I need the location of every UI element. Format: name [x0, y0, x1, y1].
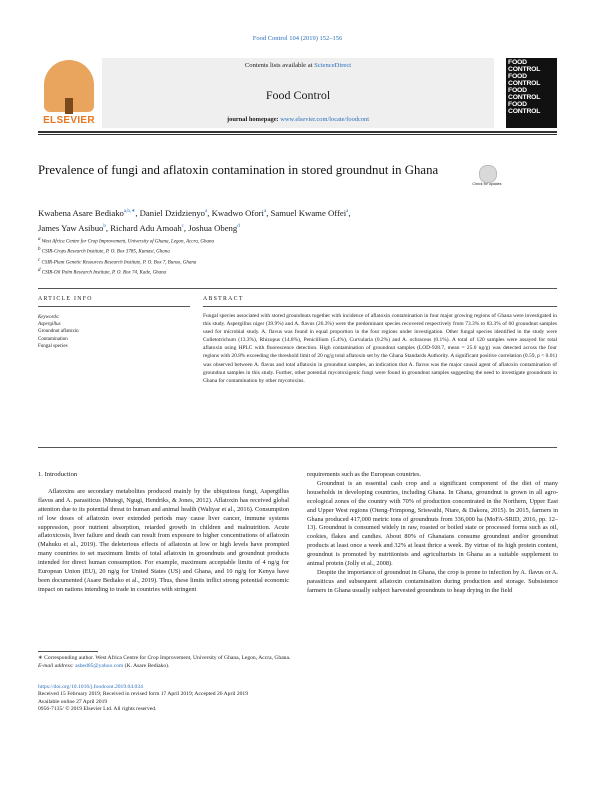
body-paragraph: Despite the importance of groundnut in Ghana, the crop is prone to infection by A. flavus or A. parasiticus and subsequent aflatoxin contamination during production and storage. Subsistence farmers in Ghana usually subject harvested groundnuts to heap drying in the field — [307, 568, 558, 594]
keywords-block — [38, 314, 188, 350]
body-paragraph: Aflatoxins are secondary metabolites produced mainly by the ubiquitous fungi, Aspergillus flavus and A. parasiticus (Mutegi, Ngugi, Hendriks, & Jones, 2012). Aflatoxin has received global attention due to its potential threat to human and animal health (Waliyar et al., 2016). Consumption of low doses of aflatoxin over extended periods may cause liver cancer, immune systems suppression, poor nutrient absorption, retarded growth in children and malnutrition. Acute aflatoxicosis, liver failure and death can result from exposure to higher concentrations of aflatoxin (Mahuku et al., 2019). The deleterious effects of aflatoxin at low or high levels have prompted many countries to set maximum limits of total aflatoxin in groundnuts and groundnut products intended for direct human consumption. For example, maximum acceptable limits of 4 ng/g for European Union (EU), 20 ng/g for United States (US) and Ghana, and 10 ng/g for Kenya have been documented (Asare Bediako et al., 2019). Thus, these limits inflict strong potential economic impact on nations intending to trade in countries with stringent — [38, 487, 289, 593]
crossmark-icon — [479, 165, 497, 183]
crossmark-label: Check for updates — [472, 182, 502, 186]
footnote-rule — [38, 651, 98, 652]
author-list: Kwabena Asare Bediako$^{a,b,∗}$, Daniel Dzidzienyo$^a$, Kwadwo Ofori$^a$, Samuel Kwame Offei$^a$, James Yaw Asibuo$^b$, Richard Adu Amoah$^c$, Joshua Obeng$^d$ — [38, 207, 351, 233]
cover-text: FOOD — [508, 73, 527, 80]
affiliations — [38, 236, 438, 278]
homepage-link[interactable]: www.elsevier.com/locate/foodcont — [280, 116, 369, 123]
homepage-line — [102, 116, 494, 123]
keyword: Contamination — [38, 336, 68, 342]
author[interactable]: Daniel Dzidzienyo$^a$ — [139, 207, 208, 218]
keyword: Groundnut aflatoxin — [38, 329, 79, 335]
contents-line — [102, 62, 494, 69]
copyright: 0956-7135/ © 2019 Elsevier Ltd. All rights reserved. — [38, 705, 157, 712]
crossmark-badge[interactable] — [472, 165, 502, 197]
keywords-label: Keywords: — [38, 315, 60, 320]
author[interactable]: Joshua Obeng$^d$ — [188, 222, 240, 233]
body-column-right — [307, 471, 558, 596]
body-paragraph: requirements such as the European countries. — [307, 471, 422, 478]
cover-text: CONTROL — [508, 80, 541, 87]
author[interactable]: Samuel Kwame Offei$^a$ — [270, 207, 349, 218]
article-info-rule — [38, 306, 190, 307]
journal-cover[interactable] — [506, 58, 557, 128]
footnotes — [38, 655, 557, 670]
cover-text: CONTROL — [508, 94, 541, 101]
sciencedirect-link[interactable]: ScienceDirect — [314, 62, 352, 69]
intro-heading: 1. Introduction — [38, 471, 78, 478]
affiliation: $^d$ CSIR-Oil Palm Research Institute, P. O. Box 74, Kade, Ghana — [38, 268, 167, 277]
doi-link[interactable]: https://doi.org/10.1016/j.foodcont.2019.04.034 — [38, 684, 143, 690]
abstract-rule — [203, 306, 557, 307]
cover-text: FOOD — [508, 59, 527, 66]
body-divider — [38, 447, 557, 448]
cover-text: CONTROL — [508, 108, 541, 115]
author[interactable]: Kwadwo Ofori$^a$ — [211, 207, 267, 218]
keyword: Aspergillus — [38, 322, 61, 328]
affiliation: $^a$ West Africa Centre for Crop Improvement, University of Ghana, Legon, Accra, Ghana — [38, 237, 215, 245]
publisher-logo-text: ELSEVIER — [43, 115, 95, 126]
body-column-left — [38, 471, 289, 595]
section-divider — [38, 288, 557, 289]
article-info-heading: ARTICLE INFO — [38, 296, 93, 302]
abstract-text: Fungal species associated with stored groundnuts together with incidence of aflatoxin contamination in four major growing regions of Ghana were investigated in this study. Aspergillus niger (39.9%) and A. flavus (26.3%) were the predominant species recovered respectively from 73.3% to 83.3% of 60 groundnut samples used for microbial study. A. flavus was found in equal proportion in the four regions under investigation. Other fungal species identified in the study were Colletotrichum (13.3%), Rhizopus (14.8%), Penicillium (5.4%), Curvularia (0.2%) and A. ochraceus (0.1%). A total of 120 samples were assayed for total aflatoxin using HPLC with fluorescence detection. High contamination of groundnut samples (LOD-928.7, mean = 25.0 ng/g) was detected across the four regions with 20.8% exceeding the threshold limit of 20 ng/g total aflatoxin set by the Ghana Standards Authority. A significant positive correlation (0.59, p < 0.01) was observed between A. flavus and total aflatoxin in groundnut samples, an indication that A. flavus was the major causal agent of aflatoxin contamination of groundnut samples in this study. Further, other potential mycotoxigenic fungi were found in groundnut samples suggesting the need to investigate groundnuts in Ghana for contamination by other mycotoxins. — [203, 313, 557, 384]
email-link[interactable]: asbed85@yahoo.com — [75, 662, 124, 669]
author[interactable]: Richard Adu Amoah$^c$ — [110, 222, 184, 233]
cover-text: FOOD — [508, 87, 527, 94]
received-dates: Received 15 February 2019; Received in revised form 17 April 2019; Accepted 26 April 2019 — [38, 691, 249, 698]
elsevier-logo[interactable] — [38, 58, 100, 128]
email-label: E-mail address: — [38, 662, 76, 669]
corresponding-author-note: ∗ Corresponding author. West Africa Centre for Crop Improvement, University of Ghana, Legon, Accra, Ghana. — [38, 655, 291, 661]
publication-info — [38, 684, 557, 713]
paper-title: Prevalence of fungi and aflatoxin contamination in stored groundnut in Ghana — [38, 163, 439, 177]
affiliation: $^c$ CSIR-Plant Genetic Resources Research Institute, P. O. Box 7, Bunso, Ghana — [38, 257, 197, 266]
author[interactable]: James Yaw Asibuo$^b$ — [38, 222, 106, 233]
available-online: Available online 27 April 2019 — [38, 698, 108, 705]
affiliation: $^b$ CSIR-Crops Research Institute, P. O. Box 3785, Kumasi, Ghana — [38, 247, 170, 256]
abstract-heading: ABSTRACT — [203, 296, 244, 302]
email-line — [38, 663, 557, 671]
journal-header-box — [102, 58, 494, 128]
keyword: Fungal species — [38, 343, 68, 349]
email-suffix: (K. Asare Bediako). — [123, 662, 170, 669]
homepage-label: journal homepage: — [227, 116, 281, 123]
journal-title: Food Control — [265, 88, 331, 102]
contents-prefix: Contents lists available at — [244, 62, 315, 69]
cover-text: CONTROL — [508, 66, 541, 73]
body-paragraph: Groundnut is an essential cash crop and a significant component of the diet of many households in developing countries, including Ghana. In Ghana, groundnut is grown in all agro-ecological zones of the country with 70% of production concentrated in the Northern, Upper East and Upper West regions (Oteng-Frimpong, Sriswathi, Ntare, & Dakora, 2015). In 2015, farmers in Ghana produced 417,000 metric tons of groundnuts from 336,000 ha (MoFA-SRID, 2016, pp. 12–13). Groundnut is consumed widely in raw, roasted or boiled state or processed forms such as oil, cookies, flakes and candies. About 80% of Ghanaians consume groundnut and/or groundnut products at least once a week and 32% at least thrice a week. By virtue of its high protein content, groundnut is promoted by nutritionists and agriculturists in Ghana as a suitable supplement to animal protein (Jolly et al., 2008). — [307, 479, 558, 568]
author[interactable]: Kwabena Asare Bediako$^{a,b,∗}$ — [38, 207, 136, 218]
tree-trunk-icon — [65, 98, 73, 114]
cover-text: FOOD — [508, 101, 527, 108]
journal-citation[interactable]: Food Control 104 (2019) 152–156 — [252, 35, 343, 42]
header-rule-thin — [38, 134, 557, 135]
